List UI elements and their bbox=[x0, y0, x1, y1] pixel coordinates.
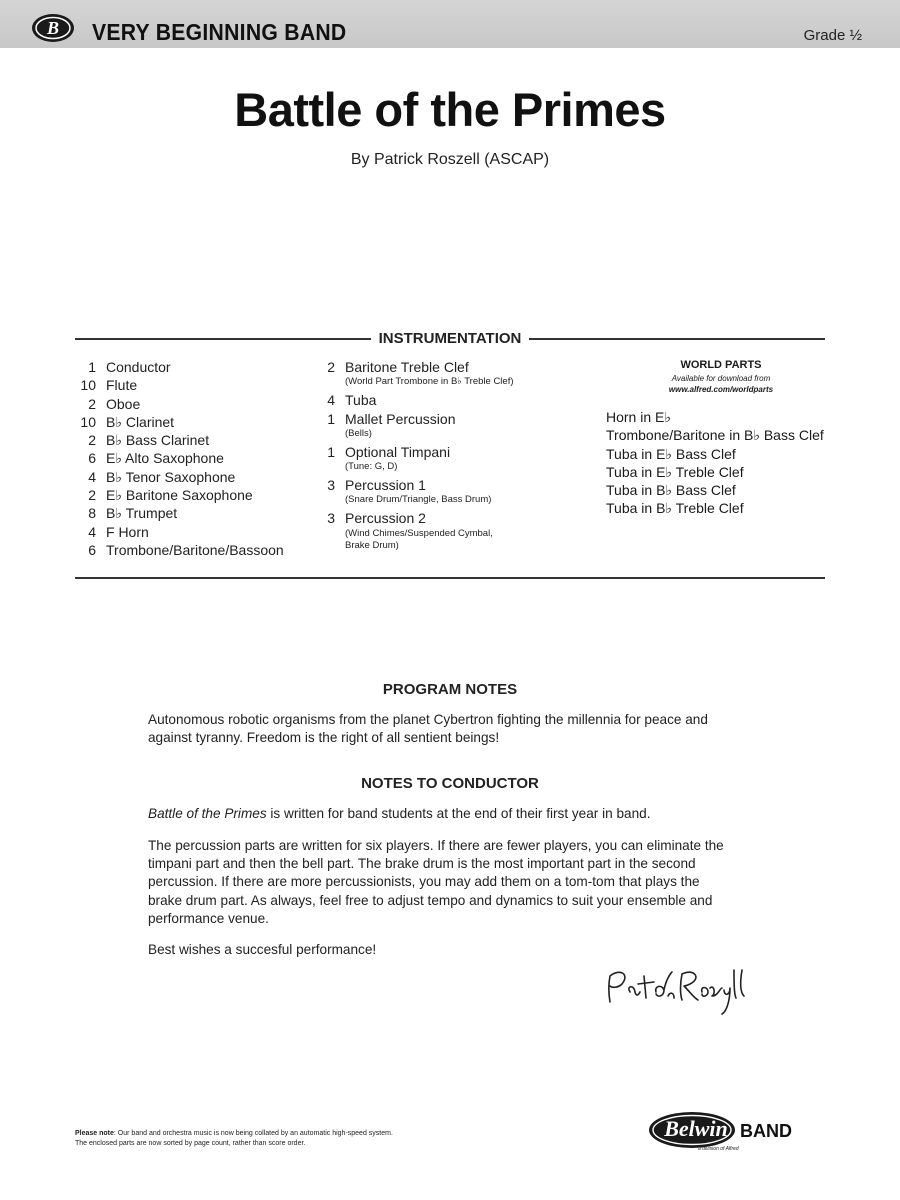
instrument-row: 10 Flute bbox=[80, 377, 138, 394]
belwin-band-logo bbox=[648, 1110, 828, 1154]
instrument-note: (World Part Trombone in B♭ Treble Clef) bbox=[345, 376, 514, 388]
belwin-division-text: a division of Alfred bbox=[698, 1146, 739, 1152]
world-part-item: Trombone/Baritone in B♭ Bass Clef bbox=[606, 427, 824, 444]
program-notes-heading: PROGRAM NOTES bbox=[382, 681, 518, 698]
instrument-note: Brake Drum) bbox=[345, 539, 399, 551]
belwin-band-text: BAND bbox=[740, 1121, 792, 1141]
composer-byline: By Patrick Roszell (ASCAP) bbox=[350, 151, 550, 168]
svg-text:B: B bbox=[46, 18, 60, 38]
instrument-row: 2 Baritone Treble Clef bbox=[327, 359, 469, 375]
instrument-row: 1 Conductor bbox=[88, 359, 171, 375]
instrumentation-heading: INSTRUMENTATION bbox=[0, 330, 900, 348]
page-title: Battle of the Primes bbox=[234, 83, 666, 136]
instrument-row: 6 Trombone/Baritone/Bassoon bbox=[88, 541, 284, 558]
instrument-note: (Bells) bbox=[345, 427, 372, 439]
world-part-item: Tuba in E♭ Bass Clef bbox=[606, 445, 736, 462]
grade-label: Grade ½ bbox=[803, 27, 862, 44]
conductor-notes-p1: Battle of the Primes is written for band students at the end of their first year in band. bbox=[148, 806, 651, 821]
instrument-row: 1 Mallet Percussion bbox=[327, 410, 456, 427]
belwin-b-logo-icon bbox=[31, 13, 75, 43]
instrument-row: 2 Oboe bbox=[88, 395, 141, 412]
instrument-note: (Wind Chimes/Suspended Cymbal, bbox=[345, 527, 493, 539]
belwin-brand-text: Belwin bbox=[664, 1116, 728, 1141]
instrument-note: (Snare Drum/Triangle, Bass Drum) bbox=[345, 494, 492, 506]
world-part-item: Horn in E♭ bbox=[606, 409, 671, 425]
instrument-row: 3 Percussion 1 bbox=[327, 477, 426, 494]
instrument-column-1 bbox=[72, 358, 284, 559]
footer-note: Please note: Our band and orchestra music is now being collated by an automatic high-speed system. The enclosed parts are now sorted by page count, rather than score order. bbox=[75, 1130, 393, 1147]
world-parts-available: Available for download from bbox=[671, 374, 771, 383]
conductor-notes-heading: NOTES TO CONDUCTOR bbox=[361, 775, 539, 792]
instrument-note: (Tune: G, D) bbox=[345, 461, 398, 473]
program-notes-text: Autonomous robotic organisms from the planet Cybertron fighting the millennia for peace and against tyranny. Freedom is the right of all sentient beings! bbox=[148, 712, 708, 746]
series-title: VERY BEGINNING BAND bbox=[92, 19, 347, 45]
instrument-row: 4 B♭ Tenor Saxophone bbox=[88, 468, 236, 485]
world-parts-block bbox=[606, 359, 826, 518]
instrument-column-2 bbox=[311, 358, 514, 552]
instrument-row: 2 E♭ Baritone Saxophone bbox=[88, 487, 253, 504]
world-parts-url: www.alfred.com/worldparts bbox=[668, 385, 774, 394]
world-part-item: Tuba in B♭ Treble Clef bbox=[606, 500, 744, 517]
instrument-row: 10 B♭ Clarinet bbox=[80, 413, 175, 430]
instrument-row: 4 F Horn bbox=[88, 523, 149, 540]
composer-signature bbox=[604, 962, 754, 1022]
instrument-row: 3 Percussion 2 bbox=[327, 510, 426, 527]
instrument-row: 8 B♭ Trumpet bbox=[88, 505, 178, 522]
world-parts-heading: WORLD PARTS bbox=[680, 359, 762, 371]
conductor-notes-p2: The percussion parts are written for six players. If there are fewer players, you can eliminate the timpani part and then the bell part. The brake drum is the most important part in the second percussion. If there are more percussionists, you may add them on a tom-tom that plays the brake drum part. As always, feel free to adjust tempo and dynamics to suit your ensemble and performance venue. bbox=[148, 838, 724, 926]
instrument-row: 4 Tuba bbox=[327, 392, 377, 409]
instrument-row: 2 B♭ Bass Clarinet bbox=[88, 432, 210, 449]
instrument-row: 1 Optional Timpani bbox=[327, 443, 451, 460]
instrumentation-bottom-rule bbox=[75, 577, 825, 579]
world-part-item: Tuba in E♭ Treble Clef bbox=[606, 463, 744, 480]
world-part-item: Tuba in B♭ Bass Clef bbox=[606, 482, 736, 499]
conductor-notes-p3: Best wishes a succesful performance! bbox=[148, 942, 377, 957]
instrument-row: 6 E♭ Alto Saxophone bbox=[88, 450, 224, 467]
